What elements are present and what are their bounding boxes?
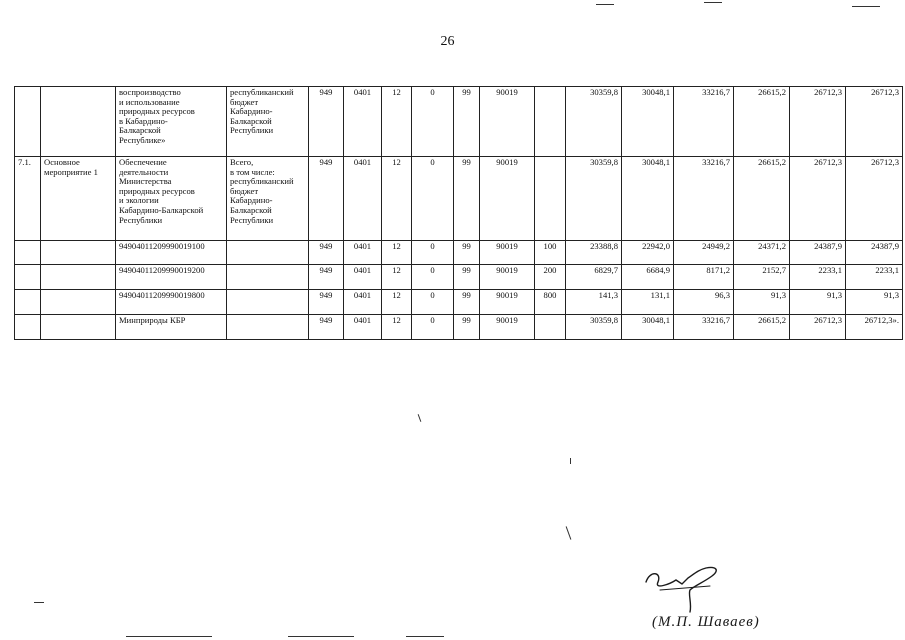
table-row bbox=[15, 290, 903, 315]
funding-source-cell bbox=[227, 241, 309, 265]
funding-source-cell bbox=[227, 290, 309, 315]
event-code-cell: 99 bbox=[454, 315, 480, 340]
description-cell: 94904011209990019200 bbox=[116, 265, 227, 290]
amount-cell: 131,1 bbox=[622, 290, 674, 315]
program-name-cell bbox=[41, 315, 116, 340]
amount-cell: 26615,2 bbox=[734, 87, 790, 157]
section-code-cell: 0401 bbox=[344, 290, 382, 315]
amount-cell: 2233,1 bbox=[790, 265, 846, 290]
amount-cell: 24387,9 bbox=[790, 241, 846, 265]
scan-mark bbox=[288, 636, 354, 637]
budget-table bbox=[14, 86, 903, 340]
row-number-cell bbox=[15, 265, 41, 290]
subprogram-code-cell: 0 bbox=[412, 241, 454, 265]
description-cell: 94904011209990019800 bbox=[116, 290, 227, 315]
program-code-cell: 12 bbox=[382, 87, 412, 157]
table-row bbox=[15, 157, 903, 241]
amount-cell: 30048,1 bbox=[622, 315, 674, 340]
scan-mark bbox=[418, 414, 422, 422]
scan-mark bbox=[406, 636, 444, 637]
amount-cell: 30359,8 bbox=[566, 157, 622, 241]
table-row bbox=[15, 265, 903, 290]
direction-code-cell: 90019 bbox=[480, 157, 535, 241]
expense-type-cell bbox=[535, 87, 566, 157]
amount-cell: 26712,3 bbox=[790, 315, 846, 340]
subprogram-code-cell: 0 bbox=[412, 290, 454, 315]
amount-cell: 26712,3». bbox=[846, 315, 903, 340]
expense-type-cell: 200 bbox=[535, 265, 566, 290]
amount-cell: 91,3 bbox=[734, 290, 790, 315]
grbs-code-cell: 949 bbox=[309, 265, 344, 290]
amount-cell: 30048,1 bbox=[622, 157, 674, 241]
handwritten-signature bbox=[640, 560, 750, 616]
amount-cell: 24949,2 bbox=[674, 241, 734, 265]
expense-type-cell bbox=[535, 157, 566, 241]
program-name-cell bbox=[41, 290, 116, 315]
amount-cell: 33216,7 bbox=[674, 315, 734, 340]
program-name-cell bbox=[41, 241, 116, 265]
program-code-cell: 12 bbox=[382, 157, 412, 241]
direction-code-cell: 90019 bbox=[480, 241, 535, 265]
direction-code-cell: 90019 bbox=[480, 290, 535, 315]
funding-source-cell bbox=[227, 315, 309, 340]
scan-mark bbox=[852, 6, 880, 7]
grbs-code-cell: 949 bbox=[309, 315, 344, 340]
direction-code-cell: 90019 bbox=[480, 315, 535, 340]
amount-cell: 2233,1 bbox=[846, 265, 903, 290]
scan-mark bbox=[126, 636, 212, 637]
program-name-cell: Основное мероприятие 1 bbox=[41, 157, 116, 241]
amount-cell: 33216,7 bbox=[674, 87, 734, 157]
description-cell: Обеспечение деятельности Министерства природных ресурсов и экологии Кабардино-Балкарской Республики bbox=[116, 157, 227, 241]
amount-cell: 22942,0 bbox=[622, 241, 674, 265]
event-code-cell: 99 bbox=[454, 87, 480, 157]
expense-type-cell: 100 bbox=[535, 241, 566, 265]
expense-type-cell: 800 bbox=[535, 290, 566, 315]
amount-cell: 8171,2 bbox=[674, 265, 734, 290]
table-row bbox=[15, 87, 903, 157]
amount-cell: 26615,2 bbox=[734, 315, 790, 340]
scan-mark bbox=[596, 4, 614, 5]
grbs-code-cell: 949 bbox=[309, 87, 344, 157]
description-cell: Минприроды КБР bbox=[116, 315, 227, 340]
subprogram-code-cell: 0 bbox=[412, 265, 454, 290]
amount-cell: 30048,1 bbox=[622, 87, 674, 157]
event-code-cell: 99 bbox=[454, 290, 480, 315]
funding-source-cell: республиканский бюджет Кабардино- Балкарской Республики bbox=[227, 87, 309, 157]
amount-cell: 6829,7 bbox=[566, 265, 622, 290]
section-code-cell: 0401 bbox=[344, 87, 382, 157]
program-code-cell: 12 bbox=[382, 290, 412, 315]
section-code-cell: 0401 bbox=[344, 157, 382, 241]
program-code-cell: 12 bbox=[382, 241, 412, 265]
amount-cell: 91,3 bbox=[790, 290, 846, 315]
amount-cell: 30359,8 bbox=[566, 315, 622, 340]
section-code-cell: 0401 bbox=[344, 241, 382, 265]
subprogram-code-cell: 0 bbox=[412, 157, 454, 241]
event-code-cell: 99 bbox=[454, 265, 480, 290]
subprogram-code-cell: 0 bbox=[412, 87, 454, 157]
row-number-cell: 7.1. bbox=[15, 157, 41, 241]
section-code-cell: 0401 bbox=[344, 315, 382, 340]
amount-cell: 24387,9 bbox=[846, 241, 903, 265]
grbs-code-cell: 949 bbox=[309, 290, 344, 315]
program-code-cell: 12 bbox=[382, 315, 412, 340]
program-name-cell bbox=[41, 265, 116, 290]
row-number-cell bbox=[15, 241, 41, 265]
row-number-cell bbox=[15, 315, 41, 340]
amount-cell: 24371,2 bbox=[734, 241, 790, 265]
funding-source-cell: Всего, в том числе: республиканский бюджет Кабардино- Балкарской Республики bbox=[227, 157, 309, 241]
scan-mark bbox=[34, 602, 44, 603]
amount-cell: 26712,3 bbox=[846, 157, 903, 241]
event-code-cell: 99 bbox=[454, 157, 480, 241]
amount-cell: 23388,8 bbox=[566, 241, 622, 265]
row-number-cell bbox=[15, 290, 41, 315]
funding-source-cell bbox=[227, 265, 309, 290]
amount-cell: 91,3 bbox=[846, 290, 903, 315]
amount-cell: 6684,9 bbox=[622, 265, 674, 290]
description-cell: 94904011209990019100 bbox=[116, 241, 227, 265]
scan-mark bbox=[704, 2, 722, 3]
amount-cell: 26712,3 bbox=[790, 157, 846, 241]
amount-cell: 33216,7 bbox=[674, 157, 734, 241]
table-row bbox=[15, 315, 903, 340]
scan-mark bbox=[566, 526, 572, 539]
section-code-cell: 0401 bbox=[344, 265, 382, 290]
program-code-cell: 12 bbox=[382, 265, 412, 290]
scan-mark bbox=[570, 458, 571, 464]
amount-cell: 2152,7 bbox=[734, 265, 790, 290]
signature-name: (М.П. Шаваев) bbox=[652, 614, 760, 630]
grbs-code-cell: 949 bbox=[309, 241, 344, 265]
direction-code-cell: 90019 bbox=[480, 265, 535, 290]
direction-code-cell: 90019 bbox=[480, 87, 535, 157]
amount-cell: 26712,3 bbox=[846, 87, 903, 157]
event-code-cell: 99 bbox=[454, 241, 480, 265]
amount-cell: 96,3 bbox=[674, 290, 734, 315]
subprogram-code-cell: 0 bbox=[412, 315, 454, 340]
expense-type-cell bbox=[535, 315, 566, 340]
amount-cell: 26615,2 bbox=[734, 157, 790, 241]
amount-cell: 141,3 bbox=[566, 290, 622, 315]
amount-cell: 30359,8 bbox=[566, 87, 622, 157]
grbs-code-cell: 949 bbox=[309, 157, 344, 241]
page-number: 26 bbox=[440, 34, 455, 49]
description-cell: воспроизводство и использование природных ресурсов в Кабардино- Балкарской Республике» bbox=[116, 87, 227, 157]
program-name-cell bbox=[41, 87, 116, 157]
table-row bbox=[15, 241, 903, 265]
amount-cell: 26712,3 bbox=[790, 87, 846, 157]
row-number-cell bbox=[15, 87, 41, 157]
